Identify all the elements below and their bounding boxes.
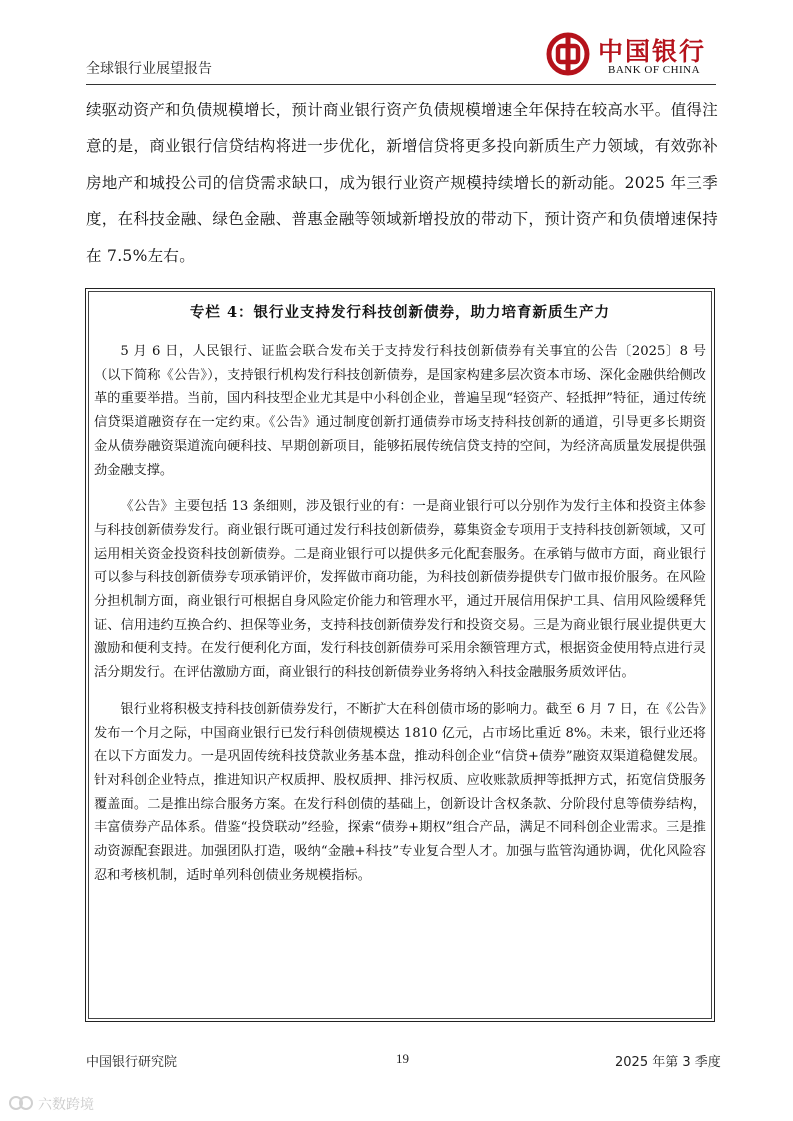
watermark-logo-icon <box>8 1094 34 1112</box>
box-paragraph: 5 月 6 日，人民银行、证监会联合发布关于支持发行科技创新债券有关事宜的公告〔2025〕8 号（以下简称《公告》），支持银行机构发行科技创新债券，是国家构建多层次资本市场、深化金融供给侧改革的重要举措。当前，国内科技型企业尤其是中小科创企业，普遍呈现“轻资产、轻抵押”特征，通过传统信贷渠道融资存在一定约束。《公告》通过制度创新打通债券市场支持科技创新的通道，引导更多长期资金从债券融资渠道流向硬科技、早期创新项目，能够拓展传统信贷支持的空间，为经济高质量发展提供强劲金融支撑。 <box>94 344 706 478</box>
footer-institute: 中国银行研究院 <box>86 1055 178 1070</box>
feature-box <box>85 288 715 1022</box>
intro-section <box>86 92 718 274</box>
bank-of-china-emblem-icon <box>546 32 590 76</box>
bank-of-china-logo <box>546 32 716 80</box>
logo-chinese-name: 中国银行 <box>598 37 707 66</box>
logo-english-name: BANK OF CHINA <box>608 64 701 76</box>
document-title: 全球银行业展望报告 <box>86 61 212 77</box>
feature-box-title: 专栏 4：银行业支持发行科技创新债券，助力培育新质生产力 <box>189 304 611 321</box>
feature-box-body <box>94 340 706 900</box>
footer-period: 2025 年第 3 季度 <box>615 1055 721 1070</box>
box-paragraph: 《公告》主要包括 13 条细则，涉及银行业的有：一是商业银行可以分别作为发行主体和投资主体参与科技创新债券发行。商业银行既可通过发行科技创新债券，募集资金专项用于支持科技创新领域，又可运用相关资金投资科技创新债券。二是商业银行可以提供多元化配套服务。在承销与做市方面，商业银行可以参与科技创新债券专项承销评价，发挥做市商功能，为科技创新债券提供专门做市报价服务。在风险分担机制方面，商业银行可根据自身风险定价能力和管理水平，通过开展信用保护工具、信用风险缓释凭证、信用违约互换合约、担保等业务，支持科技创新债券发行和投资交易。三是为商业银行展业提供更大激励和便利支持。在发行便利化方面，发行科技创新债券可采用余额管理方式，根据资金使用特点进行灵活分期发行。在评估激励方面，商业银行的科技创新债券业务将纳入科技金融服务质效评估。 <box>94 499 706 681</box>
page-header <box>86 28 716 85</box>
intro-paragraph: 续驱动资产和负债规模增长，预计商业银行资产负债规模增速全年保持在较高水平。值得注意的是，商业银行信贷结构将进一步优化，新增信贷将更多投向新质生产力领域，有效弥补房地产和城投公司的信贷需求缺口，成为银行业资产规模持续增长的新动能。2025 年三季度，在科技金融、绿色金融、普惠金融等领域新增投放的带动下，预计资产和负债增速保持在 7.5%左右。 <box>86 101 719 265</box>
watermark <box>8 1092 118 1114</box>
watermark-text: 六数跨境 <box>38 1097 94 1113</box>
box-paragraph: 银行业将积极支持科技创新债券发行，不断扩大在科创债市场的影响力。截至 6 月 7 日，在《公告》发布一个月之际，中国商业银行已发行科创债规模达 1810 亿元，占市场比重近 8%。未来，银行业还将在以下方面发力。一是巩固传统科技贷款业务基本盘，推动科创企业“信贷+债券”融资双渠道稳健发展。针对科创企业特点，推进知识产权质押、股权质押、排污权质、应收账款质押等抵押方式，拓宽信贷服务覆盖面。二是推出综合服务方案。在发行科创债的基础上，创新设计含权条款、分阶段付息等债券结构，丰富债券产品体系。借鉴“投贷联动”经验，探索“债券+期权”组合产品，满足不同科创企业需求。三是推动资源配套跟进。加强团队打造，吸纳“金融+科技”专业复合型人才。加强与监管沟通协调，优化风险容忍和考核机制，适时单列科创债业务规模指标。 <box>94 701 706 883</box>
page-number: 19 <box>396 1051 409 1066</box>
